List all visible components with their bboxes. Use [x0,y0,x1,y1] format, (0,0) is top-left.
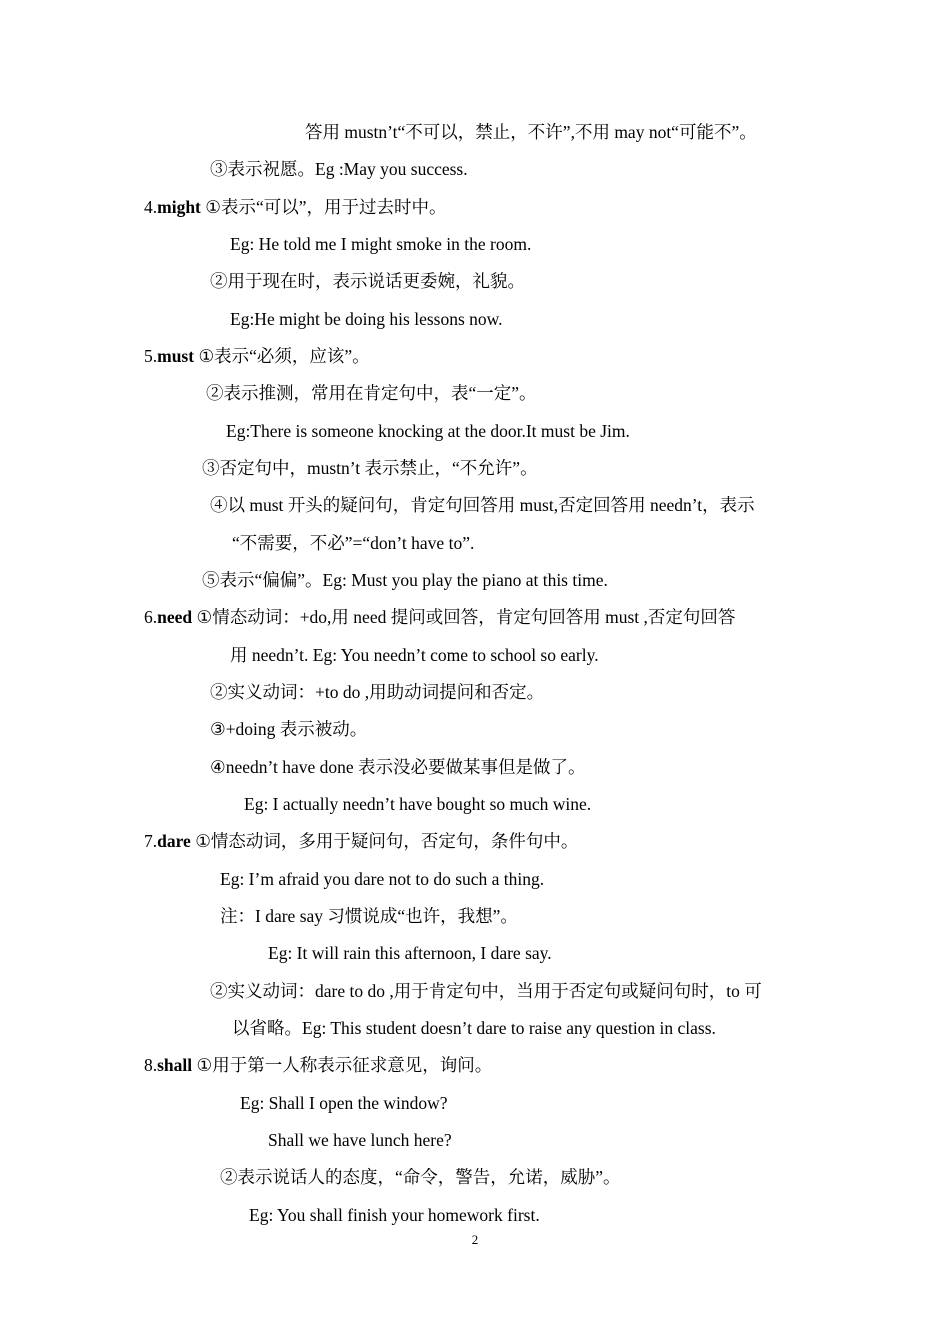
line-text: ①情态动词，多用于疑问句，否定句，条件句中。 [190,831,579,851]
line-text: ②实义动词：+to do ,用助动词提问和否定。 [210,682,545,702]
line-text: Eg: I’m afraid you dare not to do such a thing. [220,869,545,889]
text-line [210,980,762,1002]
line-text: Shall we have lunch here? [268,1130,452,1150]
text-line [210,270,525,292]
text-line [206,382,537,404]
line-text: ②表示推测，常用在肯定句中，表“一定”。 [206,383,537,403]
line-text: ②表示说话人的态度，“命令，警告，允诺，威胁”。 [220,1167,621,1187]
section-heading-line [144,196,446,218]
text-line [240,1092,448,1114]
text-line [232,1017,716,1039]
text-line [210,158,468,180]
line-text: ①表示“可以”，用于过去时中。 [200,197,447,217]
text-line [220,905,518,927]
line-text: ④needn’t have done 表示没必要做某事但是做了。 [210,757,586,777]
line-text: ④以 must 开头的疑问句，肯定句回答用 must,否定回答用 needn’t，表示 [210,495,755,515]
line-text: 以省略。Eg: This student doesn’t dare to raise any question in class. [232,1018,716,1038]
line-text: Eg:He might be doing his lessons now. [230,309,503,329]
modal-verb-term: might [157,197,201,217]
section-heading-line [144,830,578,852]
line-text: ①用于第一人称表示征求意见，询问。 [192,1055,493,1075]
modal-verb-term: shall [157,1055,193,1075]
page-number: 2 [471,1232,479,1247]
line-text: Eg: He told me I might smoke in the room. [230,234,532,254]
text-line [232,532,474,554]
section-number: 4. [144,197,158,217]
text-line [210,756,586,778]
text-line [220,868,544,890]
line-text: ②实义动词：dare to do ,用于肯定句中，当用于否定句或疑问句时，to 可 [210,981,762,1001]
text-line [210,494,755,516]
text-line [268,942,552,964]
line-text: ①情态动词：+do,用 need 提问或回答，肯定句回答用 must ,否定句回答 [192,607,736,627]
modal-verb-term: must [157,346,195,366]
line-text: 答用 mustn’t“不可以，禁止，不许”,不用 may not“可能不”。 [305,122,757,142]
text-line [226,420,630,442]
section-number: 8. [144,1055,158,1075]
line-text: Eg:There is someone knocking at the door.It must be Jim. [226,421,630,441]
section-number: 7. [144,831,158,851]
line-text: Eg: I actually needn’t have bought so much wine. [244,794,592,814]
text-line [244,793,591,815]
line-text: Eg: You shall finish your homework first. [249,1205,540,1225]
line-text: ③+doing 表示被动。 [210,719,368,739]
text-line [249,1204,540,1226]
text-line [220,1166,621,1188]
section-heading-line [144,345,370,367]
line-text: 注：I dare say 习惯说成“也许，我想”。 [220,906,518,926]
line-text: ③表示祝愿。Eg :May you success. [210,159,468,179]
section-number: 5. [144,346,158,366]
text-line [230,644,599,666]
line-text: Eg: It will rain this afternoon, I dare say. [268,943,552,963]
line-text: ①表示“必须，应该”。 [194,346,370,366]
section-heading-line [144,606,735,628]
text-line [230,233,531,255]
modal-verb-term: dare [157,831,191,851]
line-text: Eg: Shall I open the window? [240,1093,448,1113]
section-number: 6. [144,607,158,627]
line-text: ③否定句中，mustn’t 表示禁止，“不允许”。 [202,458,538,478]
text-line [230,308,503,330]
line-text: ②用于现在时，表示说话更委婉，礼貌。 [210,271,525,291]
text-line [202,457,538,479]
section-heading-line [144,1054,492,1076]
text-line [202,569,608,591]
text-line [305,121,757,143]
text-line [268,1129,452,1151]
line-text: “不需要，不必”=“don’t have to”. [232,533,475,553]
text-line [210,681,544,703]
modal-verb-term: need [157,607,193,627]
line-text: ⑤表示“偏偏”。Eg: Must you play the piano at this time. [202,570,608,590]
text-line [210,718,367,740]
line-text: 用 needn’t. Eg: You needn’t come to school so early. [230,645,599,665]
